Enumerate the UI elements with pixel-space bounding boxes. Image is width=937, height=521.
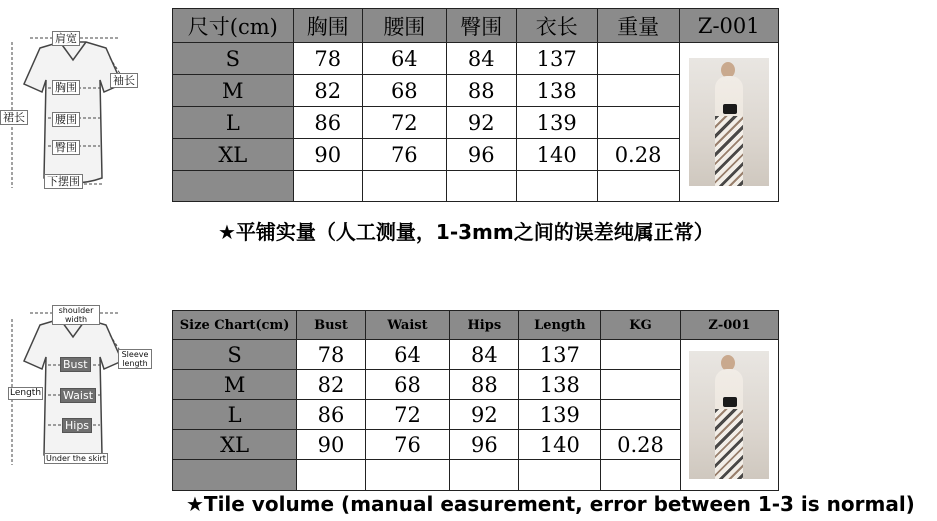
size-table-cn	[172, 8, 779, 202]
bust-label: Bust	[60, 357, 91, 372]
empty-size	[173, 460, 297, 491]
length-label: Length	[10, 388, 42, 398]
empty-cell	[293, 171, 362, 202]
sleeve-label: 袖长	[110, 73, 138, 88]
header-model: Z-001	[679, 9, 778, 43]
header-hips: Hips	[450, 311, 519, 340]
cell: 137	[516, 43, 597, 75]
cell: 140	[519, 430, 601, 460]
hem-label: Under the skirt	[46, 454, 106, 463]
shoulder-label: shoulder width	[52, 305, 100, 325]
cell	[601, 370, 681, 400]
cell	[601, 400, 681, 430]
garment-diagram-en	[0, 305, 150, 475]
cell: 88	[446, 75, 516, 107]
header-weight: 重量	[597, 9, 679, 43]
cell: 0.28	[597, 139, 679, 171]
hem-label: 下摆围	[44, 174, 83, 189]
hips-label: Hips	[62, 418, 92, 433]
cell	[597, 107, 679, 139]
product-photo-cell	[680, 340, 778, 491]
empty-cell	[516, 171, 597, 202]
cell: 96	[450, 430, 519, 460]
cell: 84	[450, 340, 519, 370]
cell: 92	[450, 400, 519, 430]
header-model: Z-001	[680, 311, 778, 340]
cell: 88	[450, 370, 519, 400]
shoulder-label: 肩宽	[52, 31, 80, 46]
empty-cell	[597, 171, 679, 202]
cell: 84	[446, 43, 516, 75]
cell: 0.28	[601, 430, 681, 460]
product-photo	[689, 351, 769, 479]
cell: 92	[446, 107, 516, 139]
header-hips: 臀围	[446, 9, 516, 43]
header-size: Size Chart(cm)	[173, 311, 297, 340]
hips-label: 臀围	[52, 140, 80, 155]
empty-cell	[450, 460, 519, 491]
bust-label: 胸围	[52, 80, 80, 95]
size-xl: XL	[173, 139, 294, 171]
cell	[601, 340, 681, 370]
header-size: 尺寸(cm)	[173, 9, 294, 43]
size-m: M	[173, 75, 294, 107]
product-photo	[689, 58, 769, 186]
cell	[597, 43, 679, 75]
cell: 86	[297, 400, 366, 430]
waist-label: Waist	[60, 388, 96, 403]
cell: 90	[293, 139, 362, 171]
cell	[597, 75, 679, 107]
cell: 137	[519, 340, 601, 370]
cell: 138	[519, 370, 601, 400]
cell: 72	[365, 400, 449, 430]
size-s: S	[173, 340, 297, 370]
header-bust: Bust	[297, 311, 366, 340]
empty-cell	[446, 171, 516, 202]
cell: 68	[362, 75, 446, 107]
caption-en: ★Tile volume (manual easurement, error between 1-3 is normal)	[186, 492, 915, 516]
empty-cell	[297, 460, 366, 491]
waist-label: 腰围	[52, 112, 80, 127]
garment-diagram-cn	[0, 28, 150, 198]
cell: 76	[365, 430, 449, 460]
cell: 90	[297, 430, 366, 460]
cell: 82	[293, 75, 362, 107]
cell: 86	[293, 107, 362, 139]
size-l: L	[173, 400, 297, 430]
cell: 139	[516, 107, 597, 139]
empty-cell	[519, 460, 601, 491]
header-length: 衣长	[516, 9, 597, 43]
empty-cell	[601, 460, 681, 491]
size-l: L	[173, 107, 294, 139]
cell: 82	[297, 370, 366, 400]
cell: 76	[362, 139, 446, 171]
length-label: 裙长	[0, 110, 28, 125]
header-bust: 胸围	[293, 9, 362, 43]
cell: 68	[365, 370, 449, 400]
empty-size	[173, 171, 294, 202]
cell: 139	[519, 400, 601, 430]
sleeve-label: Sleeve length	[118, 349, 152, 369]
size-s: S	[173, 43, 294, 75]
product-photo-cell	[679, 43, 778, 202]
size-table-en	[172, 310, 779, 491]
header-waist: Waist	[365, 311, 449, 340]
cell: 78	[297, 340, 366, 370]
cell: 138	[516, 75, 597, 107]
size-m: M	[173, 370, 297, 400]
header-weight: KG	[601, 311, 681, 340]
header-length: Length	[519, 311, 601, 340]
caption-cn: ★平铺实量（人工测量，1-3mm之间的误差纯属正常）	[218, 220, 714, 244]
cell: 72	[362, 107, 446, 139]
empty-cell	[362, 171, 446, 202]
cell: 78	[293, 43, 362, 75]
cell: 140	[516, 139, 597, 171]
cell: 64	[365, 340, 449, 370]
empty-cell	[365, 460, 449, 491]
cell: 64	[362, 43, 446, 75]
cell: 96	[446, 139, 516, 171]
size-xl: XL	[173, 430, 297, 460]
header-waist: 腰围	[362, 9, 446, 43]
